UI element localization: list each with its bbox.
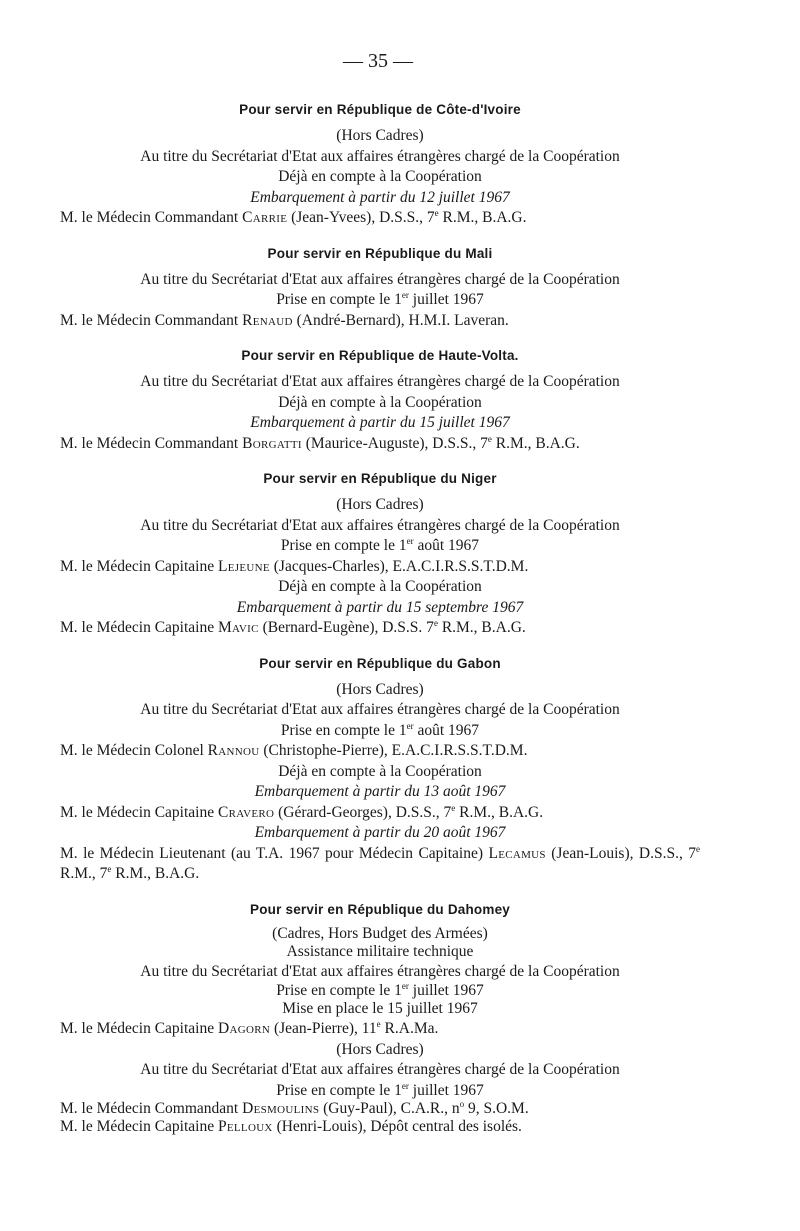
superscript: e xyxy=(487,433,492,444)
section-heading: Pour servir en République du Mali xyxy=(267,245,493,261)
centered-line xyxy=(60,516,700,537)
superscript: er xyxy=(401,1080,409,1091)
superscript: e xyxy=(451,802,456,813)
personnel-entry xyxy=(60,557,700,578)
superscript: er xyxy=(401,289,409,300)
centered-line xyxy=(60,700,700,721)
line-text: Embarquement à partir du 15 septembre 1967 xyxy=(236,598,524,616)
centered-line xyxy=(60,1040,700,1061)
personnel-entry xyxy=(60,1098,700,1117)
entry-details: (Jean-Pierre), 11 xyxy=(270,1020,377,1037)
line-text: Déjà en compte à la Coopération xyxy=(278,762,482,780)
personnel-entry xyxy=(60,803,700,824)
embarkation-date-line xyxy=(60,598,700,619)
line-text: Prise en compte le 1 xyxy=(276,981,402,999)
superscript: e xyxy=(434,207,439,218)
embarkation-date-line xyxy=(60,188,700,209)
line-text: Prise en compte le 1 xyxy=(280,721,407,739)
section-heading: Pour servir en République de Côte-d'Ivoire xyxy=(239,102,521,117)
line-text: août 1967 xyxy=(413,721,480,739)
entry-rank: M. le Médecin Capitaine xyxy=(60,803,218,821)
entry-rank: M. le Médecin Commandant xyxy=(60,311,243,329)
entry-surname: Cravero xyxy=(217,803,275,821)
line-text: juillet 1967 xyxy=(408,1081,484,1099)
entry-rank: M. le Médecin Capitaine xyxy=(60,557,218,575)
entry-surname: Borgatti xyxy=(242,434,302,452)
line-text: Déjà en compte à la Coopération xyxy=(278,168,482,185)
entry-details: (André-Bernard), H.M.I. Laveran. xyxy=(292,311,509,329)
superscript: er xyxy=(406,720,414,731)
line-text: Au titre du Secrétariat d'Etat aux affaires étrangères chargé de la Coopération xyxy=(140,701,620,718)
line-text: Au titre du Secrétariat d'Etat aux affaires étrangères chargé de la Coopération xyxy=(140,963,620,980)
entry-rank: M. le Médecin Capitaine xyxy=(60,1020,218,1037)
entry-rank: M. le Médecin Colonel xyxy=(60,742,208,759)
entry-details: (Christophe-Pierre), E.A.C.I.R.S.S.T.D.M. xyxy=(259,742,528,759)
entry-details: (Maurice-Auguste), D.S.S., 7 xyxy=(301,434,488,452)
section-1 xyxy=(60,243,700,332)
superscript: e xyxy=(433,617,438,628)
section-heading: Pour servir en République du Gabon xyxy=(259,655,501,671)
line-text: Déjà en compte à la Coopération xyxy=(278,393,482,411)
entry-details: (Henri-Louis), Dépôt central des isolés. xyxy=(272,1118,522,1135)
entry-details: R.M., B.A.G. xyxy=(491,434,580,452)
line-text: Au titre du Secrétariat d'Etat aux affaires étrangères chargé de la Coopération xyxy=(140,270,620,288)
line-text: Au titre du Secrétariat d'Etat aux affaires étrangères chargé de la Coopération xyxy=(140,516,620,534)
embarkation-date-line xyxy=(60,413,700,434)
superscript: o xyxy=(459,1098,465,1109)
centered-line xyxy=(60,270,700,291)
entry-details: R.A.Ma. xyxy=(380,1020,439,1037)
entry-details: (Bernard-Eugène), D.S.S. 7 xyxy=(258,619,434,636)
entry-details: (Jean-Louis), D.S.S., 7 xyxy=(545,844,696,862)
personnel-entry xyxy=(60,434,700,455)
personnel-entry xyxy=(60,1117,700,1138)
centered-line xyxy=(60,290,700,311)
centered-line xyxy=(60,126,700,147)
document-body xyxy=(60,99,700,1152)
section-heading: Pour servir en République du Dahomey xyxy=(249,901,510,917)
centered-line xyxy=(60,147,700,168)
entry-rank: M. le Médecin Commandant xyxy=(60,209,243,226)
line-text: (Hors Cadres) xyxy=(336,496,424,513)
entry-rank: M. le Médecin Commandant xyxy=(60,1100,243,1117)
line-text: Prise en compte le 1 xyxy=(276,291,402,308)
superscript: e xyxy=(107,863,112,874)
entry-rank: M. le Médecin Capitaine xyxy=(60,1118,218,1135)
centered-line xyxy=(60,577,700,598)
entry-surname: Lecamus xyxy=(488,844,546,862)
line-text: juillet 1967 xyxy=(408,981,484,999)
personnel-entry xyxy=(60,741,700,762)
entry-surname: Desmoulins xyxy=(242,1100,320,1117)
superscript: er xyxy=(401,980,409,991)
centered-line xyxy=(60,393,700,414)
centered-line xyxy=(60,1060,700,1081)
entry-details: (Jean-Yvees), D.S.S., 7 xyxy=(287,209,435,226)
entry-surname: Pelloux xyxy=(217,1118,273,1135)
section-5 xyxy=(60,899,700,1138)
entry-surname: Mavic xyxy=(217,619,259,636)
section-0 xyxy=(60,99,700,229)
line-text: juillet 1967 xyxy=(408,291,484,308)
section-3 xyxy=(60,468,700,639)
embarkation-date-line xyxy=(60,823,700,844)
line-text: Embarquement à partir du 12 juillet 1967 xyxy=(250,188,510,206)
centered-line xyxy=(60,721,700,742)
line-text: août 1967 xyxy=(413,537,480,554)
embarkation-date-line xyxy=(60,782,700,803)
centered-line xyxy=(60,372,700,393)
entry-details: 9, S.O.M. xyxy=(464,1100,529,1117)
entry-details: (Jacques-Charles), E.A.C.I.R.S.S.T.D.M. xyxy=(269,557,529,575)
centered-line xyxy=(60,495,700,516)
entry-details: R.M., B.A.G. xyxy=(438,209,527,226)
centered-line xyxy=(60,680,700,701)
line-text: Au titre du Secrétariat d'Etat aux affaires étrangères chargé de la Coopération xyxy=(140,373,620,390)
entry-surname: Lejeune xyxy=(217,557,270,575)
entry-rank: M. le Médecin Commandant xyxy=(60,434,243,452)
personnel-entry xyxy=(60,1019,700,1040)
entry-surname: Rannou xyxy=(207,742,260,759)
line-text: Prise en compte le 1 xyxy=(280,537,407,554)
centered-line xyxy=(60,999,700,1020)
superscript: e xyxy=(696,843,700,854)
entry-surname: Dagorn xyxy=(217,1020,271,1037)
section-2 xyxy=(60,345,700,454)
entry-details: (Guy-Paul), C.A.R., n xyxy=(319,1100,460,1117)
line-text: (Hors Cadres) xyxy=(336,680,424,698)
entry-details: R.M., B.A.G. xyxy=(111,865,200,882)
line-text: Assistance militaire technique xyxy=(286,942,474,960)
line-text: Mise en place le 15 juillet 1967 xyxy=(282,999,478,1017)
superscript: er xyxy=(406,535,414,546)
personnel-entry xyxy=(60,618,700,639)
personnel-entry xyxy=(60,844,700,885)
entry-details: R.M., 7 xyxy=(60,865,108,882)
entry-details: (Gérard-Georges), D.S.S., 7 xyxy=(274,803,452,821)
line-text: Embarquement à partir du 20 août 1967 xyxy=(254,824,506,841)
entry-rank: M. le Médecin Lieutenant (au T.A. 1967 pour Médecin Capitaine) xyxy=(60,844,489,862)
superscript: e xyxy=(376,1018,381,1029)
entry-rank: M. le Médecin Capitaine xyxy=(60,619,218,636)
entry-details: R.M., B.A.G. xyxy=(437,619,526,636)
centered-line xyxy=(60,980,700,999)
centered-line xyxy=(60,926,700,942)
entry-details: R.M., B.A.G. xyxy=(455,803,544,821)
centered-line xyxy=(60,1081,700,1102)
line-text: (Hors Cadres) xyxy=(336,1040,424,1058)
line-text: Au titre du Secrétariat d'Etat aux affaires étrangères chargé de la Coopération xyxy=(140,1061,620,1078)
section-4 xyxy=(60,653,700,885)
section-heading: Pour servir en République de Haute-Volta. xyxy=(241,348,519,363)
centered-line xyxy=(60,942,700,963)
line-text: (Hors Cadres) xyxy=(336,127,424,144)
section-heading: Pour servir en République du Niger xyxy=(263,471,497,486)
line-text: Prise en compte le 1 xyxy=(276,1081,402,1099)
line-text: Embarquement à partir du 13 août 1967 xyxy=(254,783,506,800)
line-text: (Cadres, Hors Budget des Armées) xyxy=(272,924,488,942)
personnel-entry xyxy=(60,311,700,332)
entry-surname: Carrie xyxy=(242,209,288,226)
page-number: — 35 — xyxy=(343,50,413,72)
centered-line xyxy=(60,167,700,188)
line-text: Au titre du Secrétariat d'Etat aux affaires étrangères chargé de la Coopération xyxy=(140,147,620,165)
entry-surname: Renaud xyxy=(242,311,293,329)
centered-line xyxy=(60,962,700,983)
centered-line xyxy=(60,536,700,557)
line-text: Déjà en compte à la Coopération xyxy=(278,578,482,595)
centered-line xyxy=(60,762,700,783)
line-text: Embarquement à partir du 15 juillet 1967 xyxy=(250,414,510,431)
personnel-entry xyxy=(60,208,700,229)
